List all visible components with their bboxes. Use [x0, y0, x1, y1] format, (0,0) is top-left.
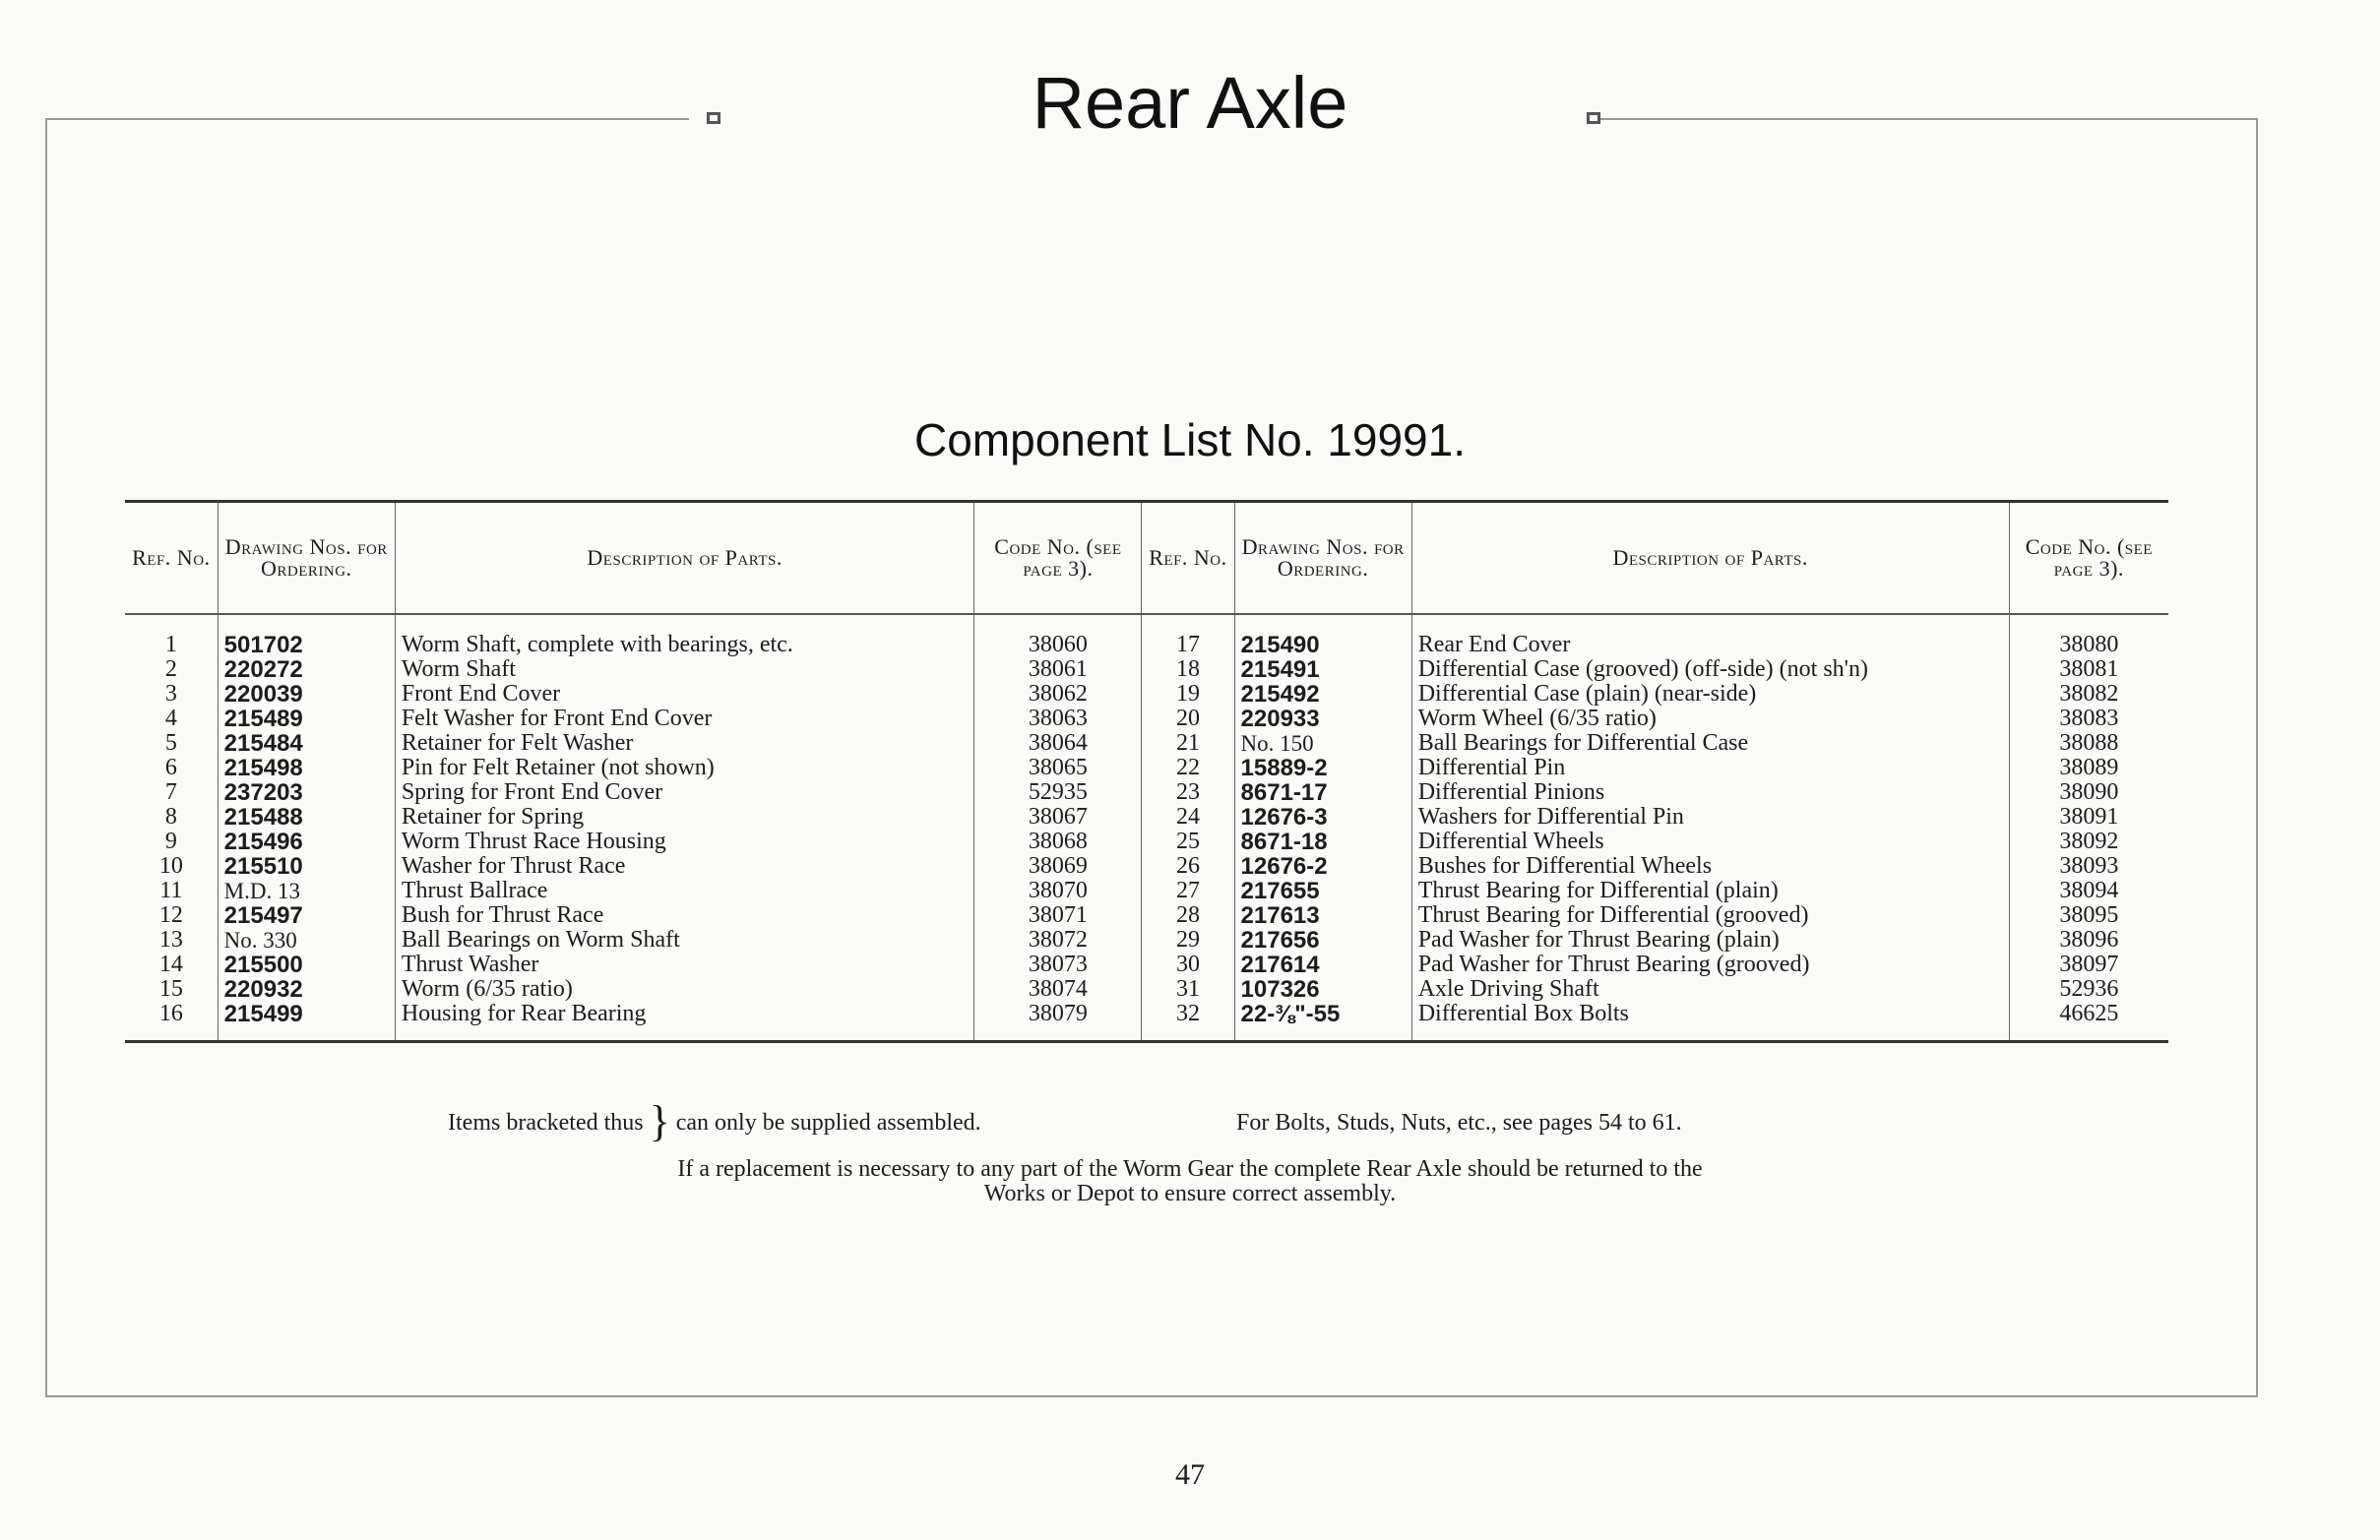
drawing-number: 215499 — [218, 1002, 395, 1042]
drawing-number: 220039 — [218, 682, 395, 707]
ref-number: 17 — [1142, 614, 1234, 657]
code-number: 38073 — [974, 953, 1142, 977]
ref-number: 9 — [125, 830, 218, 854]
bracket-note — [448, 1097, 981, 1145]
code-number: 38095 — [2059, 903, 2119, 928]
table-row — [125, 903, 2168, 928]
table-row — [125, 1002, 2168, 1042]
drawing-number: No. 330 — [218, 928, 395, 953]
part-description: Worm Shaft — [395, 657, 974, 682]
code-number: 38063 — [974, 707, 1142, 731]
ref-number: 30 — [1142, 953, 1234, 977]
ref-number: 29 — [1142, 928, 1234, 953]
part-description: Thrust Bearing for Differential (plain) — [1411, 879, 2009, 903]
drawing-number: 501702 — [218, 614, 395, 657]
part-description: Bush for Thrust Race — [395, 903, 974, 928]
part-description: Thrust Bearing for Differential (grooved) — [1411, 903, 2009, 928]
code-number: 38065 — [974, 756, 1142, 780]
table-row — [125, 756, 2168, 780]
drawing-number: 220933 — [1234, 707, 1411, 731]
part-description: Worm Wheel (6/35 ratio) — [1411, 707, 2009, 731]
header-drawing-left: Drawing Nos. for Ordering. — [218, 502, 395, 615]
drawing-number: 215500 — [218, 953, 395, 977]
code-number: 38061 — [974, 657, 1142, 682]
drawing-number: 22-⅜"-55 — [1234, 1002, 1411, 1042]
part-description: Pad Washer for Thrust Bearing (grooved) — [1411, 953, 2009, 977]
code-number: 38083 — [2059, 707, 2119, 731]
drawing-number: 215497 — [218, 903, 395, 928]
code-number: 38068 — [974, 830, 1142, 854]
component-list-title: Component List No. 19991. — [913, 414, 1467, 465]
header-ref-left: Ref. No. — [125, 502, 218, 615]
table-header-row — [125, 502, 2168, 615]
code-number: 38067 — [974, 805, 1142, 830]
part-description: Spring for Front End Cover — [395, 780, 974, 805]
ref-number: 28 — [1142, 903, 1234, 928]
drawing-number: 12676-2 — [1234, 854, 1411, 879]
replacement-note-line-1: If a replacement is necessary to any part of the Worm Gear the complete Rear Axle should be returned to the — [677, 1156, 1703, 1182]
drawing-number: 215510 — [218, 854, 395, 879]
bracket-note-before: Items bracketed thus — [448, 1110, 644, 1136]
ref-number: 7 — [125, 780, 218, 805]
part-description: Bushes for Differential Wheels — [1411, 854, 2009, 879]
code-number: 38093 — [2059, 854, 2119, 879]
header-description-left: Description of Parts. — [395, 502, 974, 615]
drawing-number: 217613 — [1234, 903, 1411, 928]
parts-table-body — [125, 614, 2168, 1042]
header-description-right: Description of Parts. — [1411, 502, 2009, 615]
code-number: 38072 — [974, 928, 1142, 953]
part-description: Differential Pin — [1411, 756, 2009, 780]
table-row — [125, 830, 2168, 854]
part-description: Differential Wheels — [1411, 830, 2009, 854]
ref-number: 6 — [125, 756, 218, 780]
code-number: 52935 — [974, 780, 1142, 805]
code-number: 38069 — [974, 854, 1142, 879]
ref-number: 10 — [125, 854, 218, 879]
code-number: 38082 — [2059, 682, 2119, 707]
drawing-number: 215488 — [218, 805, 395, 830]
bracket-note-after: can only be supplied assembled. — [675, 1110, 981, 1136]
table-row — [125, 879, 2168, 903]
drawing-number: 107326 — [1234, 977, 1411, 1002]
code-number: 38092 — [2059, 830, 2119, 854]
code-number: 38094 — [2059, 879, 2119, 903]
ref-number: 24 — [1142, 805, 1234, 830]
header-code-right: Code No. (see page 3). — [2009, 502, 2168, 615]
code-number: 38071 — [974, 903, 1142, 928]
table-row — [125, 805, 2168, 830]
code-number: 38064 — [974, 731, 1142, 756]
ref-number: 27 — [1142, 879, 1234, 903]
code-number: 38080 — [2059, 632, 2119, 657]
drawing-number: 215484 — [218, 731, 395, 756]
ref-number: 5 — [125, 731, 218, 756]
table-row — [125, 707, 2168, 731]
ref-number: 13 — [125, 928, 218, 953]
ref-number: 15 — [125, 977, 218, 1002]
part-description: Worm (6/35 ratio) — [395, 977, 974, 1002]
part-description: Washer for Thrust Race — [395, 854, 974, 879]
part-description: Washers for Differential Pin — [1411, 805, 2009, 830]
ref-number: 31 — [1142, 977, 1234, 1002]
drawing-number: 215490 — [1234, 614, 1411, 657]
drawing-number: 220932 — [218, 977, 395, 1002]
drawing-number: 220272 — [218, 657, 395, 682]
drawing-number: M.D. 13 — [218, 879, 395, 903]
header-code-left: Code No. (see page 3). — [974, 502, 1142, 615]
ref-number: 26 — [1142, 854, 1234, 879]
part-description: Retainer for Felt Washer — [395, 731, 974, 756]
ref-number: 12 — [125, 903, 218, 928]
drawing-number: 215496 — [218, 830, 395, 854]
ref-number: 14 — [125, 953, 218, 977]
bracket-symbol: } — [649, 1097, 670, 1145]
drawing-number: 215498 — [218, 756, 395, 780]
table-row — [125, 614, 2168, 657]
header-drawing-right: Drawing Nos. for Ordering. — [1234, 502, 1411, 615]
header-ref-right: Ref. No. — [1142, 502, 1234, 615]
drawing-number: 217656 — [1234, 928, 1411, 953]
code-number: 38096 — [2059, 928, 2119, 953]
part-description: Differential Case (plain) (near-side) — [1411, 682, 2009, 707]
drawing-number: 15889-2 — [1234, 756, 1411, 780]
code-number: 38081 — [2059, 657, 2119, 682]
table-row — [125, 731, 2168, 756]
code-number: 38079 — [974, 1002, 1142, 1042]
replacement-note-line-2: Works or Depot to ensure correct assembly. — [983, 1181, 1397, 1206]
ref-number: 23 — [1142, 780, 1234, 805]
part-description: Differential Box Bolts — [1411, 1002, 2009, 1042]
code-number: 38090 — [2059, 780, 2119, 805]
ref-number: 4 — [125, 707, 218, 731]
code-number: 38089 — [2059, 756, 2119, 780]
table-row — [125, 682, 2168, 707]
part-description: Pin for Felt Retainer (not shown) — [395, 756, 974, 780]
part-description: Retainer for Spring — [395, 805, 974, 830]
code-number: 38097 — [2059, 953, 2119, 977]
drawing-number: No. 150 — [1234, 731, 1411, 756]
table-row — [125, 657, 2168, 682]
part-description: Housing for Rear Bearing — [395, 1002, 974, 1042]
ref-number: 20 — [1142, 707, 1234, 731]
ref-number: 19 — [1142, 682, 1234, 707]
ref-number: 8 — [125, 805, 218, 830]
part-description: Axle Driving Shaft — [1411, 977, 2009, 1002]
table-row — [125, 977, 2168, 1002]
table-row — [125, 854, 2168, 879]
code-number: 52936 — [2059, 977, 2119, 1002]
drawing-number: 217655 — [1234, 879, 1411, 903]
part-description: Ball Bearings for Differential Case — [1411, 731, 2009, 756]
code-number: 38088 — [2059, 731, 2119, 756]
code-number: 46625 — [2059, 1002, 2119, 1026]
ref-number: 1 — [125, 614, 218, 657]
code-number: 38070 — [974, 879, 1142, 903]
code-number: 38091 — [2059, 805, 2119, 830]
drawing-number: 215492 — [1234, 682, 1411, 707]
drawing-number: 237203 — [218, 780, 395, 805]
code-number: 38060 — [974, 614, 1142, 657]
drawing-number: 8671-17 — [1234, 780, 1411, 805]
part-description: Front End Cover — [395, 682, 974, 707]
ref-number: 25 — [1142, 830, 1234, 854]
part-description: Rear End Cover — [1411, 614, 2009, 657]
page-number: 47 — [1175, 1458, 1205, 1491]
parts-table — [125, 500, 2168, 1043]
part-description: Thrust Washer — [395, 953, 974, 977]
part-description: Worm Thrust Race Housing — [395, 830, 974, 854]
part-description: Differential Pinions — [1411, 780, 2009, 805]
part-description: Differential Case (grooved) (off-side) (not sh'n) — [1411, 657, 2009, 682]
part-description: Thrust Ballrace — [395, 879, 974, 903]
ref-number: 32 — [1142, 1002, 1234, 1042]
page-title: Rear Axle — [1032, 62, 1348, 144]
part-description: Felt Washer for Front End Cover — [395, 707, 974, 731]
bolts-note: For Bolts, Studs, Nuts, etc., see pages 54 to 61. — [1236, 1110, 1682, 1136]
drawing-number: 12676-3 — [1234, 805, 1411, 830]
part-description: Pad Washer for Thrust Bearing (plain) — [1411, 928, 2009, 953]
ref-number: 3 — [125, 682, 218, 707]
ref-number: 2 — [125, 657, 218, 682]
drawing-number: 215489 — [218, 707, 395, 731]
ref-number: 16 — [125, 1002, 218, 1042]
ref-number: 22 — [1142, 756, 1234, 780]
ref-number: 11 — [125, 879, 218, 903]
ref-number: 21 — [1142, 731, 1234, 756]
drawing-number: 215491 — [1234, 657, 1411, 682]
drawing-number: 8671-18 — [1234, 830, 1411, 854]
table-row — [125, 928, 2168, 953]
table-row — [125, 780, 2168, 805]
part-description: Ball Bearings on Worm Shaft — [395, 928, 974, 953]
part-description: Worm Shaft, complete with bearings, etc. — [395, 614, 974, 657]
code-number: 38062 — [974, 682, 1142, 707]
ref-number: 18 — [1142, 657, 1234, 682]
code-number: 38074 — [974, 977, 1142, 1002]
drawing-number: 217614 — [1234, 953, 1411, 977]
table-row — [125, 953, 2168, 977]
